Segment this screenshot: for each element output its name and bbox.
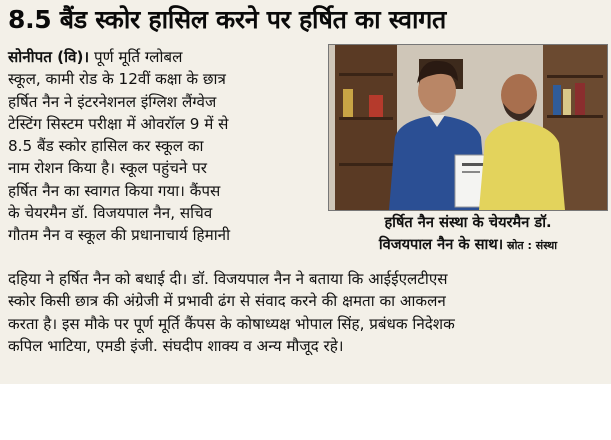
article-line: करता है। इस मौके पर पूर्ण मूर्ति कैंपस के कोषाध्यक्ष भोपाल सिंह, प्रबंधक निदेशक — [8, 314, 455, 333]
article-line: कपिल भाटिया, एमडी इंजी. संघदीप शाक्य व अन्य मौजूद रहे। — [8, 336, 344, 355]
article-line: नाम रोशन किया है। स्कूल पहुंचने पर — [8, 159, 207, 178]
book — [575, 83, 585, 115]
article-line: दहिया ने हर्षित नैन को बधाई दी। डॉ. विजयपाल नैन ने बताया कि आईईएलटीएस — [8, 270, 448, 288]
book — [563, 89, 571, 115]
article-line: हर्षित नैन का स्वागत किया गया। कैंपस — [8, 181, 221, 200]
shelf — [547, 115, 603, 118]
article-line: टेस्टिंग सिस्टम परीक्षा में ओवरॉल 9 में से — [8, 114, 229, 133]
photo-caption — [328, 212, 608, 257]
shelf — [339, 117, 393, 120]
shelf — [339, 163, 393, 166]
headline: 8.5 बैंड स्कोर हासिल करने पर हर्षित का स्वागत — [8, 5, 446, 34]
photo-source: स्रोत : संस्था — [503, 239, 558, 252]
caption-line — [328, 234, 608, 257]
caption-line-text: विजयपाल नैन के साथ। — [378, 236, 504, 253]
certificate-text — [462, 163, 486, 166]
article-line: स्कोर किसी छात्र की अंग्रेजी में प्रभावी ढंग से संवाद करने की क्षमता का आकलन — [8, 292, 446, 311]
article-line: स्कूल, कामी रोड के 12वीं कक्षा के छात्र — [8, 70, 226, 89]
trophy — [343, 89, 353, 117]
article-line: 8.5 बैंड स्कोर हासिल कर स्कूल का — [8, 137, 204, 156]
shelf — [547, 75, 603, 78]
article-line-text: पूर्ण मूर्ति ग्लोबल — [89, 48, 183, 66]
article-line: हर्षित नैन ने इंटरनेशनल इंग्लिश लैंग्वेज — [8, 92, 217, 111]
book — [369, 95, 383, 117]
certificate-text — [462, 171, 480, 173]
news-photo — [328, 44, 608, 211]
article-line: के चेयरमैन डॉ. विजयपाल नैन, सचिव — [8, 204, 213, 223]
book — [553, 85, 561, 115]
bookshelf-left — [335, 45, 397, 210]
article-line — [8, 46, 320, 68]
article-line: गौतम नैन व स्कूल की प्रधानाचार्य हिमानी — [8, 226, 230, 245]
caption-line: हर्षित नैन संस्था के चेयरमैन डॉ. — [384, 214, 552, 231]
dateline: सोनीपत (वि)। — [8, 48, 90, 66]
article-full-width-text — [8, 268, 608, 357]
shelf — [339, 73, 393, 76]
article-column-text — [8, 46, 320, 247]
photo-illustration — [329, 45, 607, 210]
chairman-shirt — [479, 121, 565, 210]
